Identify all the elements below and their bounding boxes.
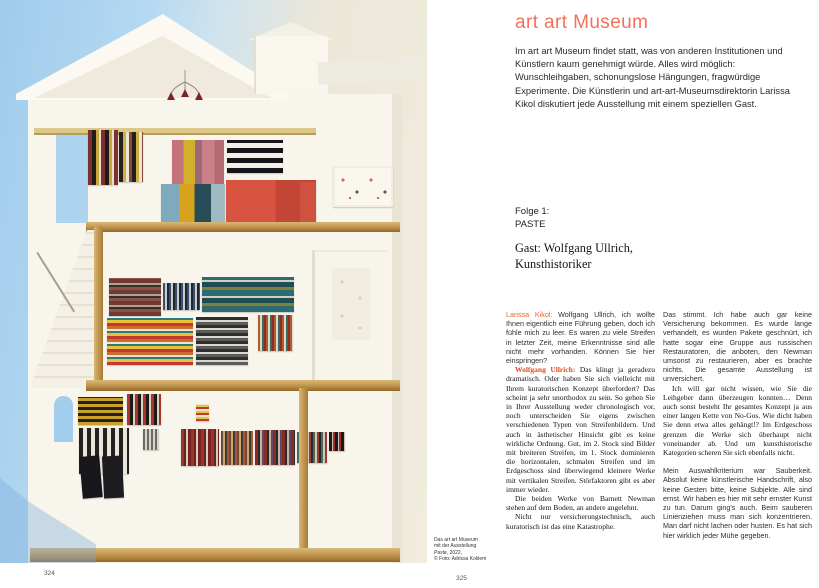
newman-panel-leaning — [79, 455, 103, 499]
museum-photo — [0, 0, 427, 563]
episode-heading — [515, 206, 549, 231]
artwork-stripes — [127, 394, 161, 425]
photo-caption — [434, 537, 514, 563]
newman-panel-leaning — [102, 456, 124, 499]
interview-paragraph: Wolfgang Ullrich: Das klingt ja geradezu dramatisch. Oder haben Sie sich vielleicht mit Ihrem kuratorischen Konzept überfordert? Das scheint ja sehr unorthodox zu sein. So gehen Sie in Ihrer Ausstellung weder chronologisch vor, noch unterscheiden Sie eigens zwischen verschiedenen Typen von Streifenbildern. Und auch in ästhetischer Hinsicht gibt es keine wirkliche Ordnung. Gut, im 2. Stock sind Bilder mit breiteren Streifen, im 1. Stock dominieren die horizontalen, schmalen Streifen und im Erdgeschoss sind überwiegend kleinere Werke mit vertikalen Streifen. Störfaktoren gibt es aber immer wieder. — [506, 365, 655, 494]
arched-window — [54, 396, 73, 442]
artwork-stripes — [258, 315, 293, 351]
interview-column-2 — [663, 310, 812, 540]
article-intro: Im art art Museum findet statt, was von anderen Institutionen und Künstlern kaum genehmigt würde. Alles wird möglich: Wunschleihgaben, schonungslose Hängungen, fragwürdige Experimente. Die Künstlerin und art-art-Museumsdirektorin Larissa Kikol diskutiert jede Ausstellung mit einem speziellen Gast. — [515, 46, 790, 109]
page-number-left: 324 — [44, 570, 55, 577]
artwork-stripes — [172, 140, 224, 186]
guest-line1: Gast: Wolfgang Ullrich, — [515, 241, 633, 255]
interview-paragraph: Das stimmt. Ich habe auch gar keine Versicherung bekommen. Es wurde lange verhandelt, es wurden Pakete geschnürt, ich hatte sogar eine Gruppe aus russischen Restauratoren, die anboten, den Newman umsonst zu restaurieren, aber es brachte nichts. Die gesamte Ausstellung ist unversichert. — [663, 310, 812, 384]
episode-line1: Folge 1: — [515, 206, 550, 217]
artwork-small-dark — [329, 432, 345, 451]
artwork-stripes — [221, 431, 253, 465]
interview-paragraph: Mein Auswahlkriterium war Sauberkeit. Absolut keine künstlerische Handschrift, also keine Gesten bitte, keine Subjekte. Alle sind ernst. Wir haben es hier mit sehr ernster Kunst zu tun. Darum ging's auch. Beim sauberen Linienziehen muss man sich konzentrieren. Man darf nicht lachen oder husten. Es hat sich hier wirklich jeder Mühe gegeben. — [663, 466, 812, 540]
article-title: art art Museum — [515, 12, 649, 33]
page-number-right: 325 — [456, 575, 467, 582]
artwork-stripes — [227, 140, 283, 173]
caption-line: mit der Ausstellung — [434, 543, 477, 550]
support-post — [299, 388, 308, 550]
artwork-stripes — [255, 430, 295, 465]
open-sky-gap — [56, 135, 88, 223]
speaker-label: Wolfgang Ullrich: — [515, 365, 580, 375]
artwork-small — [143, 429, 159, 450]
artwork-tiny — [196, 404, 209, 421]
artwork-stripes — [109, 278, 161, 316]
floor-beam-1 — [86, 380, 400, 391]
caption-credit: © Foto: Adrissa Koklem — [434, 556, 487, 563]
interview-paragraph: Nicht nur versicherungstechnisch, auch kuratorisch ist das eine Katastrophe. — [506, 512, 655, 531]
floor-beam-2 — [86, 222, 400, 232]
chandelier-icon — [165, 70, 205, 110]
roof-right-slope — [317, 57, 424, 85]
artwork-stripes — [88, 130, 118, 185]
artwork-red-small — [300, 182, 316, 222]
caption-line: Das art art Museum — [434, 537, 478, 543]
house-right-shade — [392, 94, 402, 563]
ornament-lattice-panel — [333, 166, 393, 207]
artwork-stripes — [119, 132, 143, 182]
interview-column-1 — [506, 310, 655, 531]
interview-paragraph: Ich will gar nicht wissen, wie Sie die Leihgeber dann überzeugen konnten… Denn auch sonst besteht Ihr gesamtes Konzept ja aus einer langen Kette von No-Gos. Wie dicht haben Sie denn etwa alles gehängt!? Im Erdgeschoss grenzen die Werke sich überhaupt nicht voneinander ab. Und um kunsthistorische Kategorien scheren Sie sich ebenfalls nicht. — [663, 383, 812, 458]
caption-work-title: Paste — [434, 549, 447, 556]
caption-year: , 2022, — [446, 549, 463, 556]
artwork-stripes — [181, 429, 219, 466]
artwork-stripes — [107, 318, 193, 365]
episode-line2: PASTE — [515, 218, 546, 230]
newel-post — [94, 226, 103, 388]
guest-heading — [515, 241, 633, 272]
interview-paragraph: Die beiden Werke von Barnett Newman stehen auf dem Boden, an andere angelehnt. — [506, 494, 655, 513]
door-ornament — [332, 268, 370, 340]
artwork-stripes — [202, 277, 294, 312]
artwork-stripes — [196, 317, 248, 365]
guest-line2: Kunsthistoriker — [515, 256, 592, 271]
artwork-stripes — [78, 397, 123, 425]
speaker-label: Larissa Kikol: — [506, 310, 559, 319]
interview-paragraph: Larissa Kikol: Wolfgang Ullrich, ich wollte Ihnen eigentlich eine Führung geben, doch ich fühle mich zu leer. Es waren zu viele Streifen in letzter Zeit, meine Erkenntnisse sind alle nicht mehr vorhanden. Können Sie hier einspringen? — [506, 310, 655, 366]
artwork-stripes — [163, 283, 200, 310]
artwork-panels — [161, 184, 225, 223]
attic-beam — [34, 128, 316, 135]
